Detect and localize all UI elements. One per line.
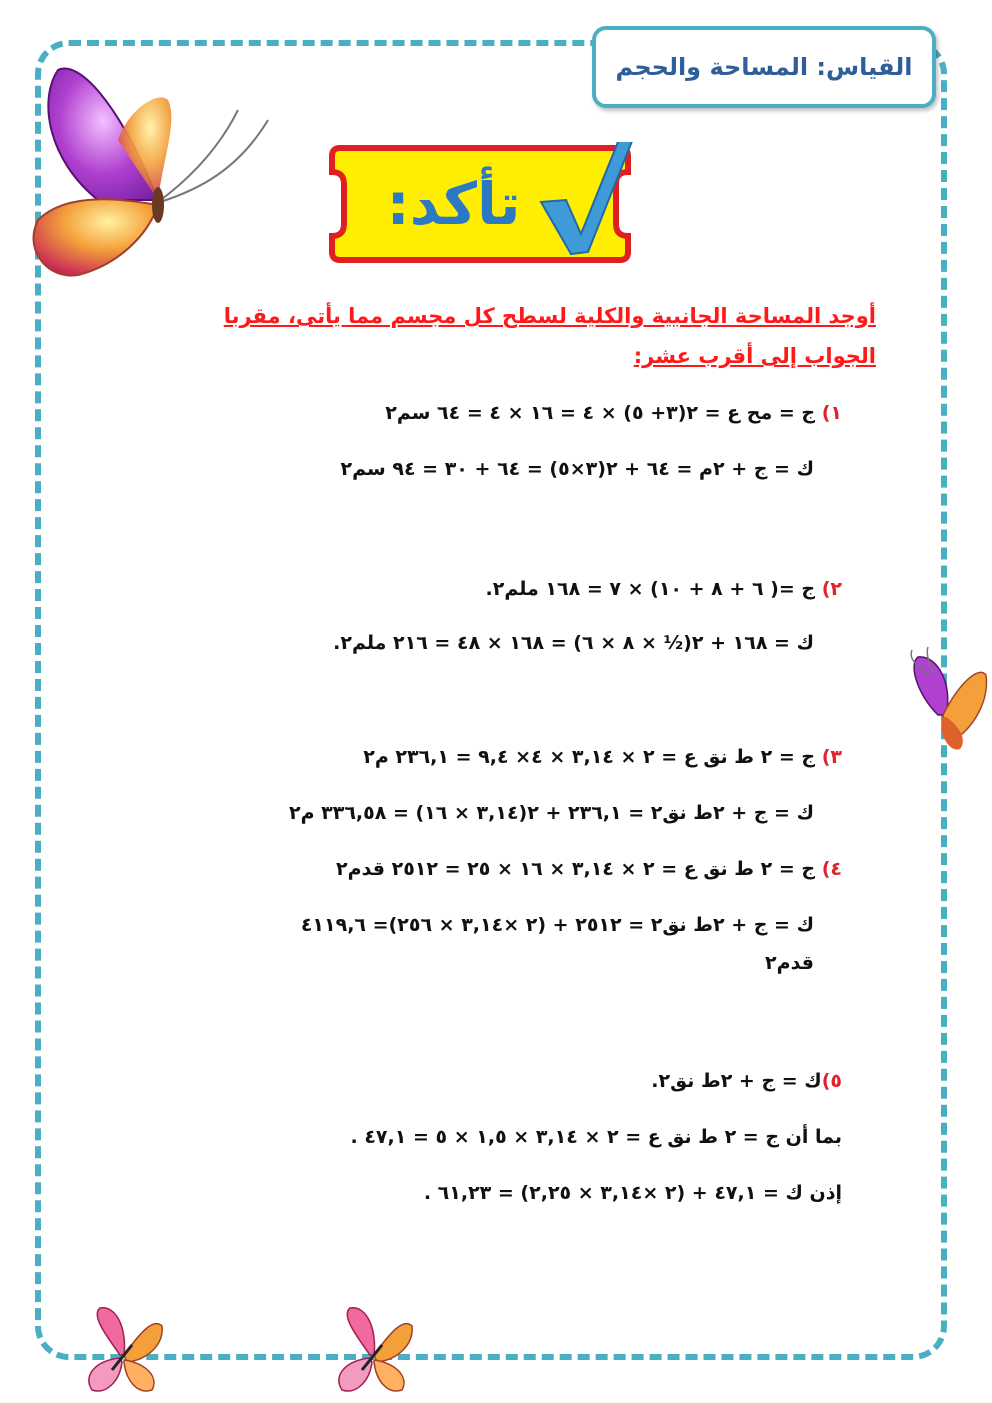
problem-number: ٣): [821, 746, 842, 768]
problem-5-line-2: بما أن ج = ٢ ط نق ع = ٢ × ٣,١٤ × ١,٥ × ٥ = ٤٧,١ .: [350, 1126, 842, 1148]
butterfly-icon: [8, 40, 298, 290]
problem-5-line-1: [651, 1070, 842, 1092]
equation: ج =( ٦ + ٨ + ١٠) × ٧ = ١٦٨ ملم٢.: [485, 578, 816, 600]
problem-number: ٤): [821, 858, 842, 880]
equation: ج = ٢ ط نق ع = ٢ × ٣,١٤ × ١٦ × ٢٥ = ٢٥١٢ قدم٢: [336, 858, 816, 880]
title-box: [592, 26, 936, 108]
butterfly-icon: [72, 1300, 172, 1400]
problem-1-line-1: [385, 402, 842, 424]
problem-number: ٥): [821, 1070, 842, 1092]
equation: ج = ٢ ط نق ع = ٢ × ٣,١٤ × ٤× ٩,٤ = ٢٣٦,١ م٢: [363, 746, 816, 768]
problem-number: ١): [821, 402, 842, 424]
problem-4-line-1: [336, 858, 842, 880]
butterfly-icon: [322, 1300, 422, 1400]
problem-5-line-3: إذن ك = ٤٧,١ + (٢ ×٣,١٤ × ٢,٢٥) = ٦١,٢٣ .: [423, 1182, 842, 1204]
equation: ك = ج + ٢ط نق٢.: [651, 1070, 822, 1092]
banner: [326, 142, 634, 266]
problem-2-line-1: [486, 578, 842, 600]
problem-number: ٢): [821, 578, 842, 600]
problem-3-line-2: ك = ج + ٢ط نق٢ = ٢٣٦,١ + ٢(٣,١٤ × ١٦) = ٣٣٦,٥٨ م٢: [288, 802, 814, 824]
problem-1-line-2: ك = ج + ٢م = ٦٤ + ٢(٣×٥) = ٦٤ + ٣٠ = ٩٤ سم٢: [340, 458, 814, 480]
banner-text: تأكد:: [386, 170, 521, 238]
equation: ج = مح ع = ٢(٣+ ٥) × ٤ = ١٦ × ٤ = ٦٤ سم٢: [385, 402, 816, 424]
problem-4-line-3: قدم٢: [765, 952, 814, 974]
problem-2-line-2: ك = ١٦٨ + ٢(½ × ٨ × ٦) = ١٦٨ × ٤٨ = ٢١٦ ملم٢.: [333, 632, 814, 654]
butterfly-icon: [898, 645, 990, 757]
instructions: أوجد المساحة الجانبية والكلية لسطح كل مجسم مما يأتى، مقربا الجواب إلى أقرب عشر:: [223, 304, 876, 368]
page-title: القياس: المساحة والحجم: [615, 53, 913, 81]
problem-3-line-1: [363, 746, 842, 768]
problem-4-line-2: ك = ج + ٢ط نق٢ = ٢٥١٢ + (٢ ×٣,١٤ × ٢٥٦)= ٤١١٩,٦: [300, 914, 814, 936]
